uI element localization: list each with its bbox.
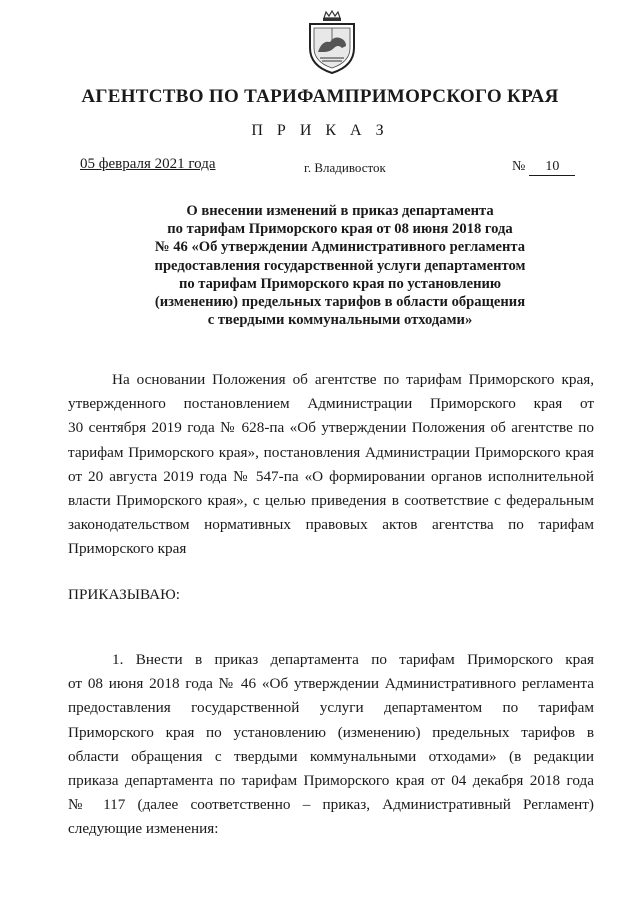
preamble-line: утвержденного постановлением Администрации Приморского края от <box>68 395 594 413</box>
title-line: О внесении изменений в приказ департамента <box>186 203 494 219</box>
item-1-line: Приморского края по установлению (изменению) предельных тарифов в <box>68 723 594 741</box>
preamble-line: 30 сентября 2019 года № 628-па «Об утверждении Положения об агентстве по <box>68 419 594 437</box>
order-city: г. Владивосток <box>304 160 386 175</box>
item-1-line: № 117 (далее соответственно – приказ, Административный Регламент) <box>68 796 594 814</box>
order-command: ПРИКАЗЫВАЮ: <box>68 586 180 603</box>
item-1-line: от 08 июня 2018 года № 46 «Об утверждении Административного регламента <box>68 675 594 693</box>
order-number-value: 10 <box>529 159 575 176</box>
item-1-line: предоставления государственной услуги департаментом по тарифам <box>68 699 594 717</box>
preamble-line: тарифам Приморского края», постановления Администрации Приморского края <box>68 443 594 461</box>
order-number <box>512 159 575 176</box>
coat-of-arms-emblem-icon <box>304 8 360 76</box>
preamble-line: власти Приморского края», с целью приведения в соответствие с федеральным <box>68 491 594 509</box>
preamble-line: законодательством нормативных правовых актов агентства по тарифам <box>68 516 594 534</box>
preamble-line: от 20 августа 2019 года № 547-па «О формировании органов исполнительной <box>68 467 594 485</box>
title-line: по тарифам Приморского края по установлению <box>178 275 502 292</box>
preamble-line: На основании Положения об агентстве по тарифам Приморского края, <box>112 371 594 388</box>
title-line: по тарифам Приморского края от 08 июня 2018 года <box>167 221 513 238</box>
title-line: предоставления государственной услуги департаментом <box>154 257 526 274</box>
title-line: (изменению) предельных тарифов в области обращения <box>154 294 526 311</box>
item-1-line: области обращения с твердыми коммунальными отходами» (в редакции <box>68 747 594 765</box>
preamble-line: Приморского края <box>68 540 187 558</box>
order-title <box>120 202 560 329</box>
agency-name: АГЕНТСТВО ПО ТАРИФАМПРИМОРСКОГО КРАЯ <box>81 86 559 107</box>
order-date: 05 февраля 2021 года <box>80 156 216 172</box>
title-line: с твердыми коммунальными отходами» <box>207 312 473 329</box>
order-number-label: № <box>512 159 526 174</box>
document-type: П Р И К А З <box>251 122 389 139</box>
title-line: № 46 «Об утверждении Административного регламента <box>154 239 526 256</box>
item-1-line: следующие изменения: <box>68 820 219 838</box>
item-1-paragraph <box>68 648 594 842</box>
item-1-line: 1. Внести в приказ департамента по тарифам Приморского края <box>112 651 594 668</box>
item-1-line: приказа департамента по тарифам Приморского края от 04 декабря 2018 года <box>68 771 594 789</box>
preamble-paragraph <box>68 368 594 562</box>
